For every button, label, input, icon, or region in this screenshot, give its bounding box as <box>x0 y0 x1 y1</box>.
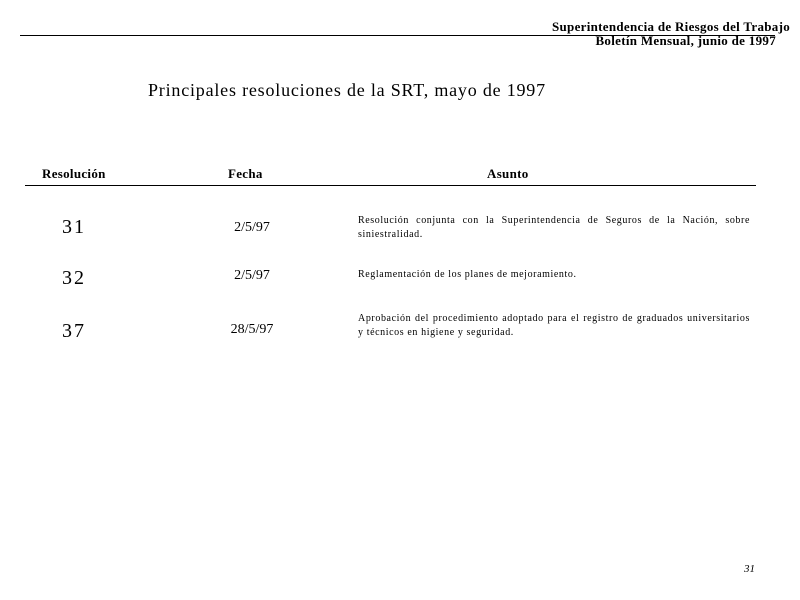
header-divider <box>20 35 775 36</box>
resolution-date: 2/5/97 <box>234 268 270 283</box>
page-title: Principales resoluciones de la SRT, mayo de 1997 <box>148 80 546 100</box>
resolution-number: 31 <box>62 216 86 238</box>
resolution-number: 37 <box>62 320 86 342</box>
column-header-fecha: Fecha <box>228 166 263 181</box>
page-number: 31 <box>744 563 755 575</box>
resolution-date: 2/5/97 <box>234 220 270 235</box>
header-publication: Boletín Mensual, junio de 1997 <box>595 33 776 48</box>
table-header-divider <box>25 185 756 186</box>
resolution-date: 28/5/97 <box>230 322 274 337</box>
resolution-subject: Reglamentación de los planes de mejoramiento. <box>358 269 577 280</box>
resolution-subject: Aprobación del procedimiento adoptado para el registro de graduados universitarios y técnicos en higiene y seguridad. <box>358 313 750 338</box>
column-header-asunto: Asunto <box>487 166 529 181</box>
header-organization: Superintendencia de Riesgos del Trabajo <box>551 19 790 34</box>
column-header-resolucion: Resolución <box>42 166 106 181</box>
resolution-subject: Resolución conjunta con la Superintendencia de Seguros de la Nación, sobre siniestralidad. <box>358 215 750 240</box>
resolution-number: 32 <box>62 267 86 289</box>
page-header <box>552 20 790 48</box>
